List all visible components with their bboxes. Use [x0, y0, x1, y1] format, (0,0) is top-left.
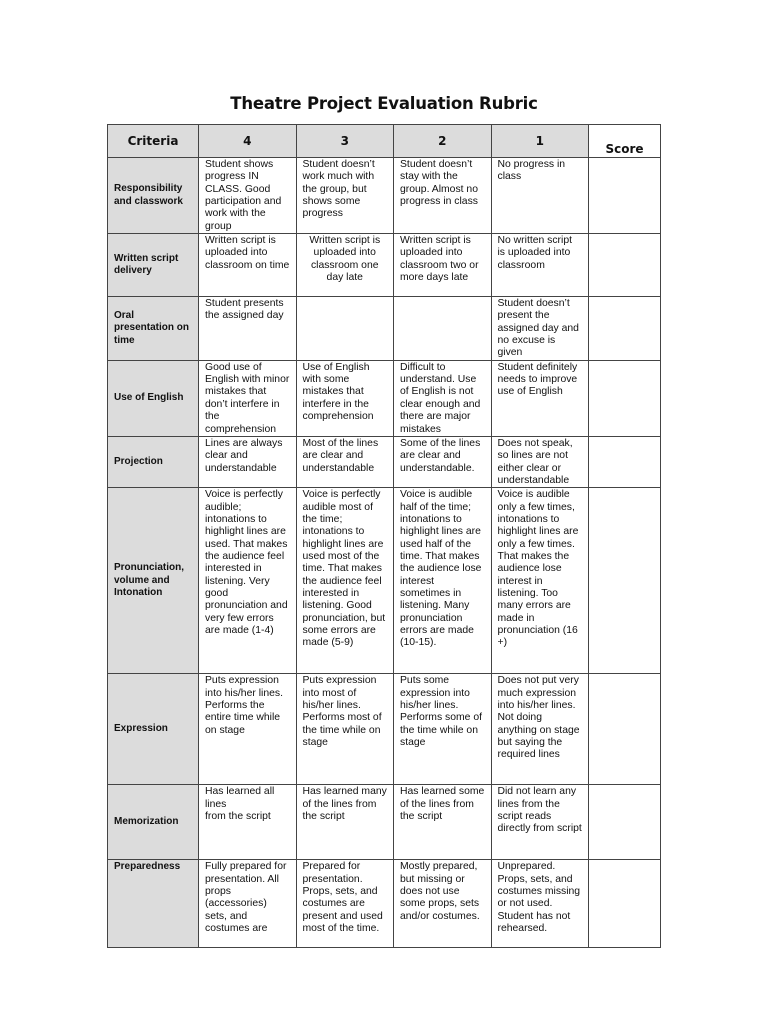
level-1-cell: No written script is uploaded into classroom — [491, 234, 589, 297]
level-3-header: 3 — [296, 125, 394, 158]
criteria-cell: Use of English — [108, 360, 199, 436]
level-3-cell: Student doesn’t work much with the group, but shows some progress — [296, 158, 394, 234]
criteria-header: Criteria — [108, 125, 199, 158]
rubric-row-memorization — [108, 785, 661, 860]
level-2-cell: Voice is audible half of the time; intonations to highlight lines are used half of the time. That makes the audience lose interest sometimes in listening. Many pronunciation errors are made (10-15). — [394, 488, 492, 674]
level-1-cell: Does not speak, so lines are not either clear or understandable — [491, 436, 589, 487]
document-title: Theatre Project Evaluation Rubric — [230, 94, 538, 113]
score-cell[interactable] — [589, 158, 661, 234]
criteria-cell: Projection — [108, 436, 199, 487]
rubric-row-responsibility — [108, 158, 661, 234]
score-header: Score — [589, 125, 661, 158]
rubric-row-projection — [108, 436, 661, 487]
level-3-cell: Has learned many of the lines from the script — [296, 785, 394, 860]
level-1-cell: Unprepared. Props, sets, and costumes missing or not used. Student has not rehearsed. — [491, 860, 589, 948]
rubric-row-written-script — [108, 234, 661, 297]
level-4-cell: Has learned all lines from the script — [199, 785, 297, 860]
level-2-cell: Mostly prepared, but missing or does not use some props, sets and/or costumes. — [394, 860, 492, 948]
level-4-cell: Good use of English with minor mistakes that don’t interfere in the comprehension — [199, 360, 297, 436]
level-4-cell: Written script is uploaded into classroom on time — [199, 234, 297, 297]
score-cell[interactable] — [589, 234, 661, 297]
level-4-cell: Student shows progress IN CLASS. Good participation and work with the group — [199, 158, 297, 234]
level-3-cell: Puts expression into most of his/her lines. Performs most of the time while on stage — [296, 674, 394, 785]
level-2-cell: Puts some expression into his/her lines. Performs some of the time while on stage — [394, 674, 492, 785]
level-4-cell: Student presents the assigned day — [199, 297, 297, 361]
level-2-cell: Difficult to understand. Use of English is not clear enough and there are major mistakes — [394, 360, 492, 436]
score-cell[interactable] — [589, 436, 661, 487]
level-4-cell: Lines are always clear and understandable — [199, 436, 297, 487]
score-cell[interactable] — [589, 297, 661, 361]
level-2-cell: Some of the lines are clear and understandable. — [394, 436, 492, 487]
rubric-row-expression — [108, 674, 661, 785]
level-3-cell: Voice is perfectly audible most of the time; intonations to highlight lines are used most of the time. That makes the audience feel interested in listening. Good pronunciation, but some errors are made (5-9) — [296, 488, 394, 674]
rubric-row-use-of-english — [108, 360, 661, 436]
score-cell[interactable] — [589, 360, 661, 436]
level-4-cell: Puts expression into his/her lines. Performs the entire time while on stage — [199, 674, 297, 785]
level-2-cell: Student doesn’t stay with the group. Almost no progress in class — [394, 158, 492, 234]
level-3-cell — [296, 297, 394, 361]
level-3-cell: Use of English with some mistakes that interfere in the comprehension — [296, 360, 394, 436]
header-row — [108, 125, 661, 158]
level-1-cell: Did not learn any lines from the script reads directly from script — [491, 785, 589, 860]
criteria-cell: Written script delivery — [108, 234, 199, 297]
level-2-cell: Written script is uploaded into classroom two or more days late — [394, 234, 492, 297]
level-1-cell: No progress in class — [491, 158, 589, 234]
level-1-header: 1 — [491, 125, 589, 158]
level-4-header: 4 — [199, 125, 297, 158]
level-1-cell: Voice is audible only a few times, intonations to highlight lines are only a few times. That makes the audience lose interest in listening. Too many errors are made in pronunciation (16 +) — [491, 488, 589, 674]
score-cell[interactable] — [589, 860, 661, 948]
rubric-row-pronunciation — [108, 488, 661, 674]
criteria-cell: Pronunciation, volume and Intonation — [108, 488, 199, 674]
score-cell[interactable] — [589, 674, 661, 785]
level-2-cell: Has learned some of the lines from the script — [394, 785, 492, 860]
criteria-cell: Responsibility and classwork — [108, 158, 199, 234]
level-4-cell: Voice is perfectly audible; intonations to highlight lines are used. That makes the audience feel interested in listening. Very good pronunciation and very few errors are made (1-4) — [199, 488, 297, 674]
criteria-cell: Expression — [108, 674, 199, 785]
criteria-cell: Memorization — [108, 785, 199, 860]
rubric-row-preparedness — [108, 860, 661, 948]
level-2-cell — [394, 297, 492, 361]
rubric-table — [107, 124, 661, 948]
score-cell[interactable] — [589, 785, 661, 860]
level-3-cell: Written script is uploaded into classroom one day late — [296, 234, 394, 297]
criteria-cell: Preparedness — [108, 860, 199, 948]
rubric-row-oral-presentation — [108, 297, 661, 361]
level-4-cell: Fully prepared for presentation. All props (accessories) sets, and costumes are — [199, 860, 297, 948]
level-1-cell: Student doesn’t present the assigned day and no excuse is given — [491, 297, 589, 361]
score-cell[interactable] — [589, 488, 661, 674]
criteria-cell: Oral presentation on time — [108, 297, 199, 361]
level-2-header: 2 — [394, 125, 492, 158]
level-1-cell: Does not put very much expression into his/her lines. Not doing anything on stage but saying the required lines — [491, 674, 589, 785]
level-1-cell: Student definitely needs to improve use of English — [491, 360, 589, 436]
level-3-cell: Most of the lines are clear and understandable — [296, 436, 394, 487]
level-3-cell: Prepared for presentation. Props, sets, and costumes are present and used most of the time. — [296, 860, 394, 948]
